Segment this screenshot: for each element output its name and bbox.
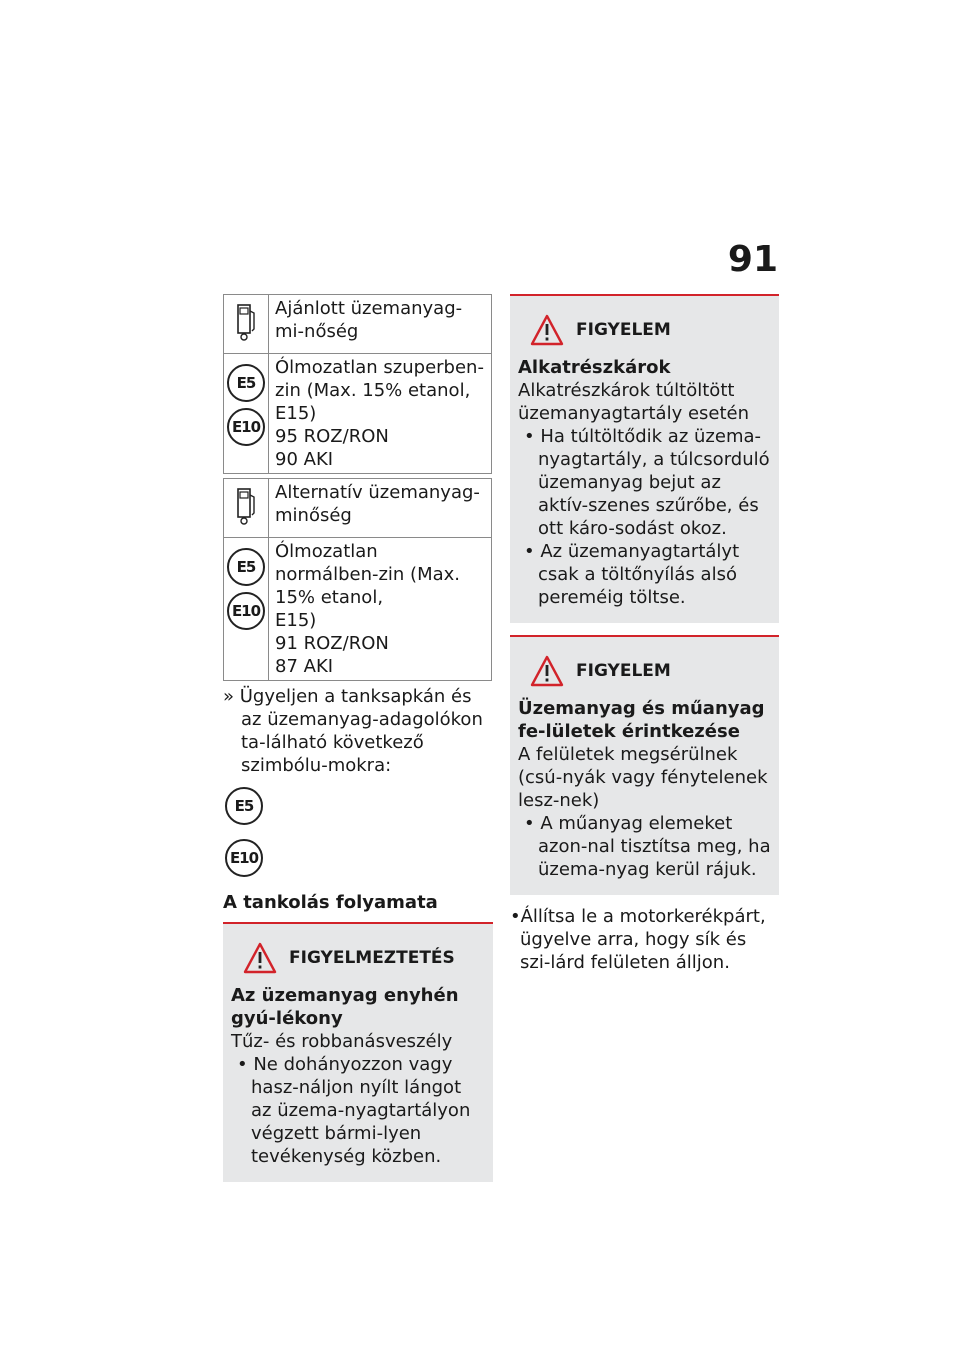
- e10-badge: E10: [227, 592, 265, 630]
- left-column: [223, 294, 493, 1182]
- warning-header: [231, 938, 485, 978]
- fuel-table-header: Ajánlott üzemanyag-mi-nőség: [269, 295, 492, 354]
- fuel-pump-cell: [224, 479, 269, 538]
- fuel-spec-cell: [269, 354, 492, 474]
- warning-title: FIGYELEM: [576, 319, 671, 340]
- fuel-pump-icon: [235, 483, 257, 527]
- symbol-list: [225, 787, 493, 877]
- warning-title: FIGYELMEZTETÉS: [289, 947, 455, 968]
- step-text: •Állítsa le a motorkerékpárt, ügyelve arra, hogy sík és szi-lárd felületen álljon.: [510, 906, 766, 973]
- e10-badge: E10: [227, 408, 265, 446]
- warning-bullet: • Ne dohányozzon vagy hasz-náljon nyílt lángot az üzema-nyagtartályon végzett bármi-lyen tevékenység közben.: [237, 1054, 471, 1167]
- warning-triangle-icon: [530, 314, 564, 346]
- e10-symbol: E10: [225, 839, 263, 877]
- warning-subheading: A felületek megsérülnek (csú-nyák vagy fénytelenek lesz-nek): [518, 744, 768, 811]
- warning-box-right-1: [510, 294, 779, 623]
- warning-triangle-icon: [530, 655, 564, 687]
- warning-subheading: Tűz- és robbanásveszély: [231, 1031, 453, 1052]
- warning-header: [518, 651, 771, 691]
- fuel-spec-line: 87 AKI: [275, 656, 334, 677]
- fuel-spec-line: Ólmozatlan normálben-zin (Max. 15% etanol,: [275, 541, 461, 608]
- fuel-table-recommended: [223, 294, 492, 474]
- warning-box-left: [223, 922, 493, 1182]
- fuel-spec-cell: [269, 538, 492, 681]
- fuel-table-header: Alternatív üzemanyag-minőség: [269, 479, 492, 538]
- fuel-table-alternative: [223, 478, 492, 681]
- fuel-spec-line: E15): [275, 403, 317, 424]
- fuel-badge-cell: [224, 354, 269, 474]
- fuel-pump-cell: [224, 295, 269, 354]
- warning-heading: Üzemanyag és műanyag fe-lületek érintkezése: [518, 698, 765, 742]
- e5-symbol: E5: [225, 787, 263, 825]
- warning-title: FIGYELEM: [576, 660, 671, 681]
- fuel-spec-line: 91 ROZ/RON: [275, 633, 389, 654]
- e5-badge: E5: [227, 364, 265, 402]
- fuel-spec-line: Ólmozatlan szuperben-zin (Max. 15% etanol,: [275, 357, 484, 401]
- fuel-spec-line: 95 ROZ/RON: [275, 426, 389, 447]
- fuel-spec-line: 90 AKI: [275, 449, 334, 470]
- warning-bullet: • Ha túltöltődik az üzema-nyagtartály, a túlcsorduló üzemanyag bejut az aktív-szenes szűrőbe, és ott káro-sodást okoz.: [524, 426, 770, 539]
- section-title: A tankolás folyamata: [223, 892, 438, 913]
- warning-bullet: • A műanyag elemeket azon-nal tisztítsa meg, ha üzema-nyag kerül rájuk.: [524, 813, 771, 880]
- e5-badge: E5: [227, 548, 265, 586]
- page-number: 91: [727, 239, 778, 280]
- instruction-text: » Ügyeljen a tanksapkán és az üzemanyag-adagolókon ta-lálható következő szimbólu-mokra:: [223, 686, 483, 776]
- warning-bullet: • Az üzemanyagtartályt csak a töltőnyílás alsó pereméig töltse.: [524, 541, 740, 608]
- warning-triangle-icon: [243, 942, 277, 974]
- warning-heading: Az üzemanyag enyhén gyú-lékony: [231, 985, 459, 1029]
- fuel-spec-line: E15): [275, 610, 317, 631]
- warning-heading: Alkatrészkárok: [518, 357, 671, 378]
- warning-subheading: Alkatrészkárok túltöltött üzemanyagtartály esetén: [518, 380, 750, 424]
- warning-box-right-2: [510, 635, 779, 895]
- warning-header: [518, 310, 771, 350]
- fuel-pump-icon: [235, 299, 257, 343]
- right-column: [510, 294, 779, 974]
- fuel-badge-cell: [224, 538, 269, 681]
